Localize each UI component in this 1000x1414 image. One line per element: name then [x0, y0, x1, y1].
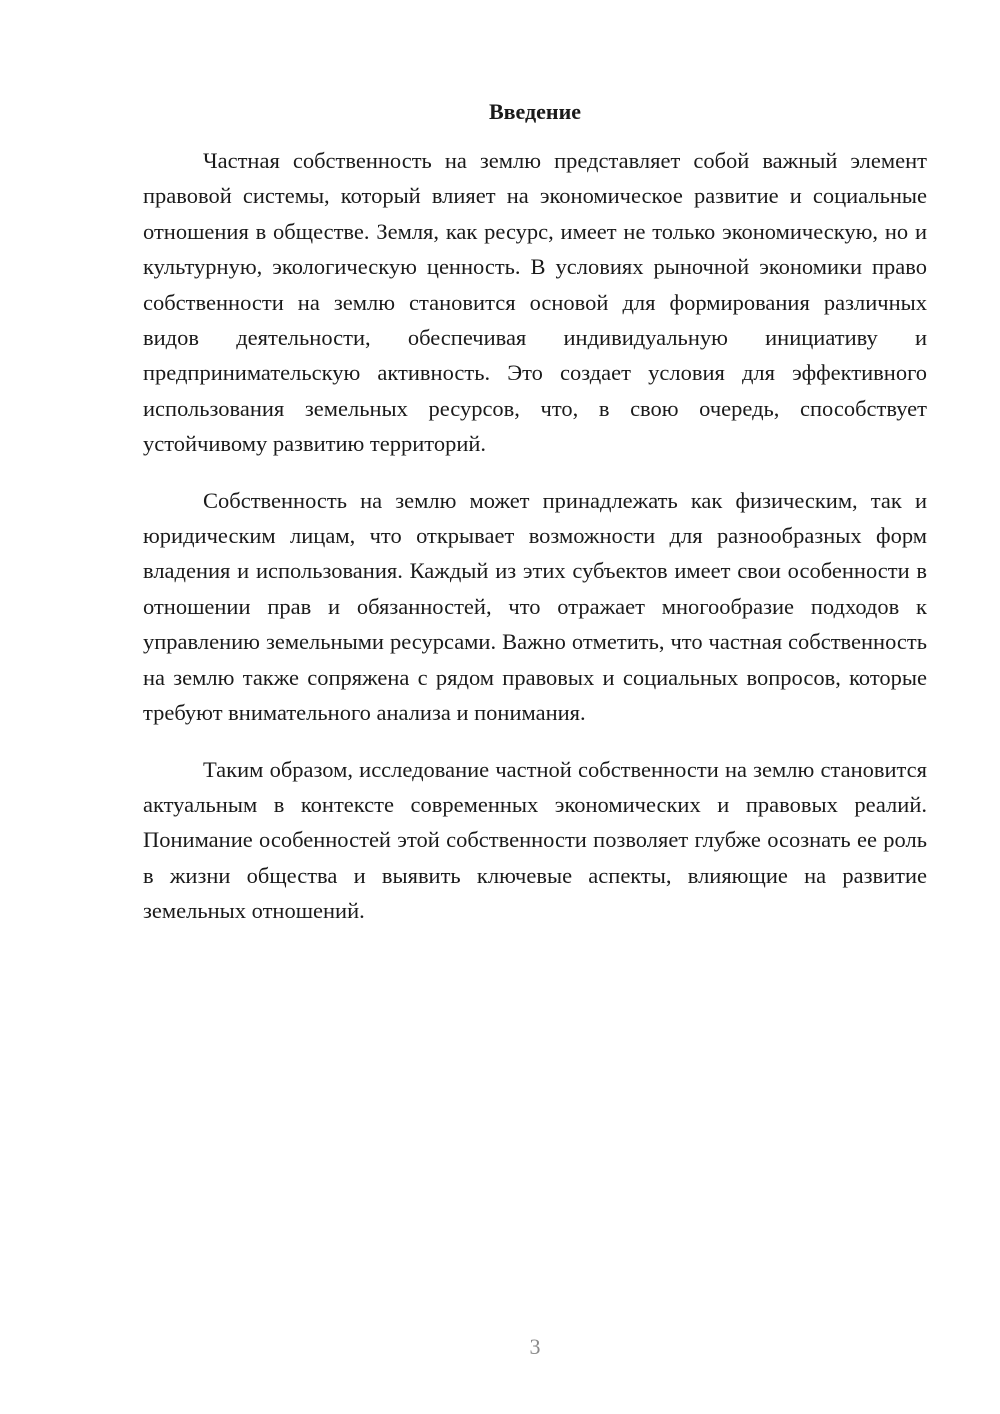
- paragraph-2: Собственность на землю может принадлежать как физическим, так и юридическим лицам, что открывает возможности для разнообразных форм владения и использования. Каждый из этих субъектов имеет свои особенности в отношении прав и обязанностей, что отражает многообразие подходов к управлению земельными ресурсами. Важно отметить, что частная собственность на землю также сопряжена с рядом правовых и социальных вопросов, которые требуют внимательного анализа и понимания.: [143, 487, 927, 726]
- body-text: [143, 143, 927, 950]
- section-title: Введение: [488, 99, 582, 124]
- paragraph-1: Частная собственность на землю представляет собой важный элемент правовой системы, который влияет на экономическое развитие и социальные отношения в обществе. Земля, как ресурс, имеет не только экономическую, но и культурную, экологическую ценность. В условиях рыночной экономики право собственности на землю становится основой для формирования различных видов деятельности, обеспечивая индивидуальную инициативу и предпринимательскую активность. Это создает условия для эффективного использования земельных ресурсов, что, в свою очередь, способствует устойчивому развитию территорий.: [143, 148, 927, 457]
- paragraph-3: Таким образом, исследование частной собственности на землю становится актуальным в контексте современных экономических и правовых реалий. Понимание особенностей этой собственности позволяет глубже осознать ее роль в жизни общества и выявить ключевые аспекты, влияющие на развитие земельных отношений.: [143, 756, 927, 924]
- page-number: 3: [529, 1334, 541, 1359]
